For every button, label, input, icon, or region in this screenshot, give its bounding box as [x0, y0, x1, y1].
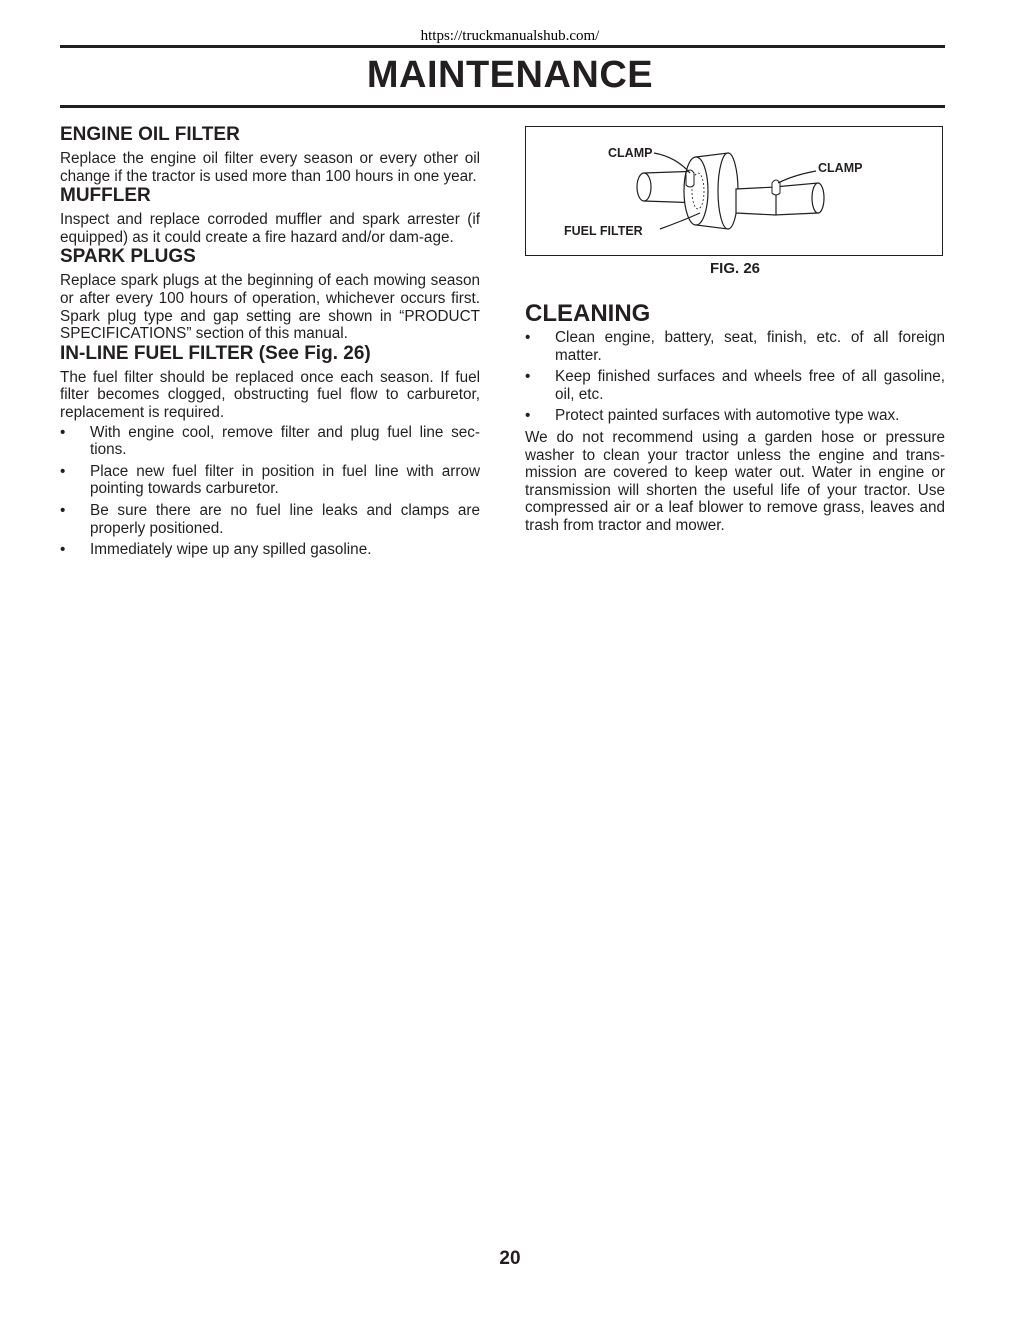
list-item [525, 407, 945, 425]
spark-plugs-text: Replace spark plugs at the beginning of each mowing season or after every 100 hours of operation, whichever occurs first. Spark plug type and gap setting are shown in “PRODUCT SPECIFICATIONS” section of this manual. [60, 272, 480, 343]
muffler-text: Inspect and replace corroded muffler and spark arrester (if equipped) as it could create a fire hazard and/or dam-age. [60, 211, 480, 246]
header-bottom-rule [60, 105, 945, 108]
bullet-icon: • [525, 368, 531, 386]
list-item [60, 463, 480, 498]
fuel-filter-heading: IN-LINE FUEL FILTER (See Fig. 26) [60, 342, 371, 364]
list-item-text: Clean engine, battery, seat, finish, etc. of all foreign matter. [555, 329, 945, 364]
page-title: MAINTENANCE [366, 54, 654, 96]
list-item [60, 502, 480, 537]
cleaning-heading: CLEANING [525, 300, 651, 327]
list-item [525, 368, 945, 403]
oil-filter-heading: ENGINE OIL FILTER [60, 124, 240, 145]
header-top-rule [60, 45, 945, 48]
clamp-left-label: CLAMP [608, 146, 653, 160]
source-url[interactable]: https://truckmanualshub.com/ [420, 28, 600, 44]
list-item [525, 329, 945, 364]
list-item-text: Be sure there are no fuel line leaks and clamps are properly positioned. [90, 501, 480, 537]
fuel-filter-label: FUEL FILTER [564, 224, 643, 238]
list-item [60, 424, 480, 459]
bullet-icon: • [60, 423, 66, 441]
fuel-filter-diagram [526, 127, 944, 257]
figure-caption: FIG. 26 [709, 260, 761, 277]
list-item-text: Immediately wipe up any spilled gasoline. [90, 541, 372, 559]
cleaning-list [525, 329, 945, 425]
cleaning-text: We do not recommend using a garden hose or pressure washer to clean your tractor unless the engine and trans-mission are covered to keep water out. Water in engine or transmission will shorten the useful life of your tractor. Use compressed air or a leaf blower to remove grass, leaves and trash from tractor and mower. [525, 428, 945, 534]
bullet-icon: • [60, 541, 66, 559]
fuel-filter-text: The fuel filter should be replaced once each season. If fuel filter becomes clogged, obstructing fuel flow to carburetor, replacement is required. [60, 368, 480, 421]
spark-plugs-heading: SPARK PLUGS [60, 246, 196, 268]
bullet-icon: • [60, 462, 66, 480]
oil-filter-text: Replace the engine oil filter every season or every other oil change if the tractor is used more than 100 hours in one year. [60, 150, 480, 185]
bullet-icon: • [525, 329, 531, 346]
muffler-heading: MUFFLER [60, 185, 151, 207]
list-item-text: With engine cool, remove filter and plug fuel line sec-tions. [90, 423, 480, 459]
list-item-text: Protect painted surfaces with automotive type wax. [555, 407, 900, 425]
list-item-text: Place new fuel filter in position in fuel line with arrow pointing towards carburetor. [90, 462, 480, 498]
page-number: 20 [499, 1248, 521, 1269]
clamp-right-label: CLAMP [818, 161, 863, 175]
right-column [525, 124, 945, 535]
bullet-icon: • [525, 407, 531, 425]
fuel-filter-figure [525, 126, 943, 256]
bullet-icon: • [60, 501, 66, 519]
left-column [60, 124, 480, 563]
list-item-text: Keep finished surfaces and wheels free of all gasoline, oil, etc. [555, 368, 945, 403]
fuel-filter-steps [60, 424, 480, 559]
list-item [60, 541, 480, 559]
